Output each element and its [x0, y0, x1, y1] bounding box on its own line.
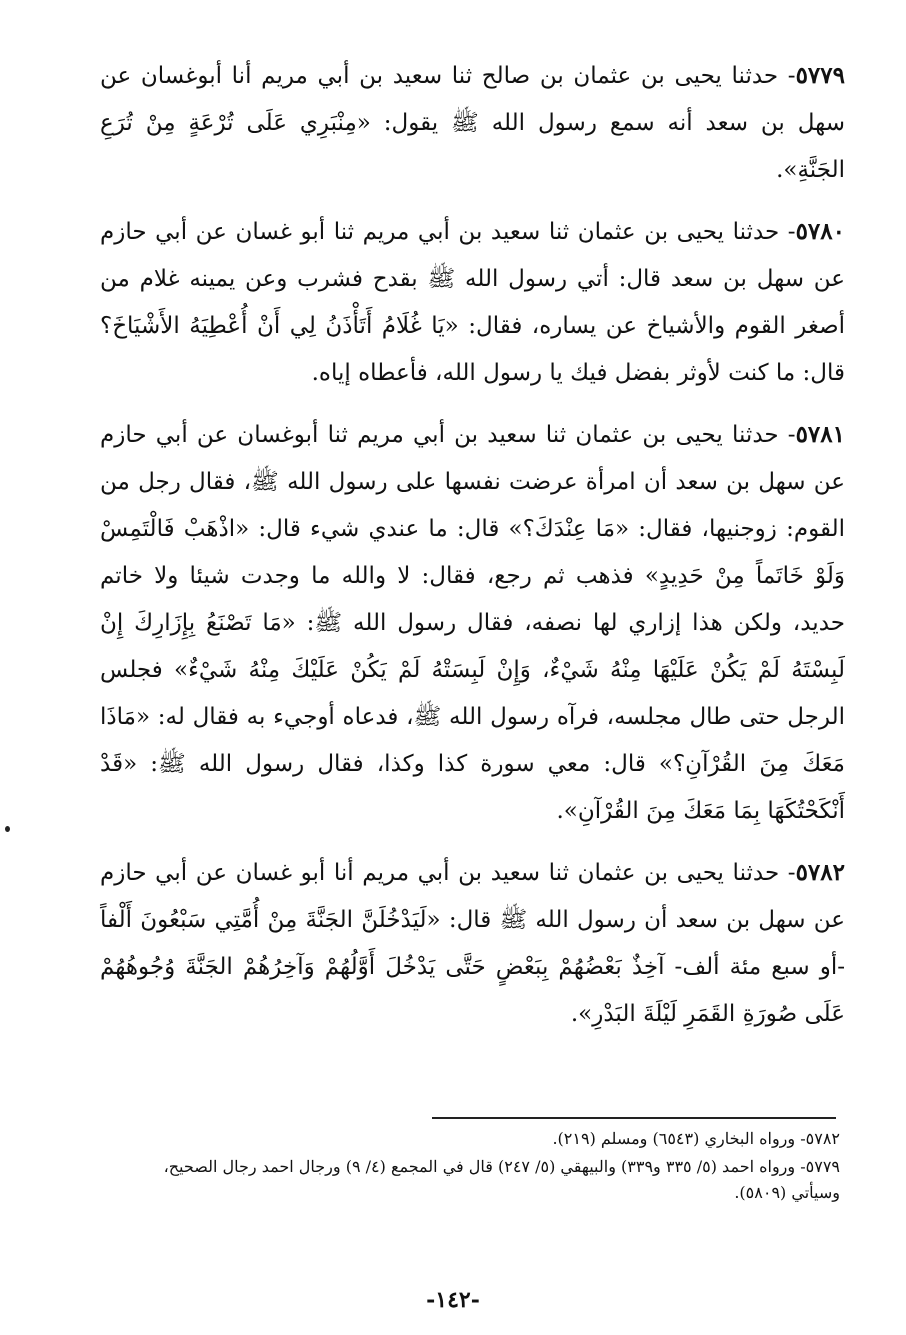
- hadith-entry: [100, 208, 845, 397]
- footnotes: [140, 1126, 840, 1208]
- footnote-divider: [432, 1117, 836, 1119]
- hadith-entry: [100, 411, 845, 835]
- page-number: -١٤٢-: [426, 1287, 480, 1313]
- hadith-number: ٥٧٧٩: [795, 62, 845, 89]
- hadith-text: - حدثنا يحيى بن عثمان ثنا سعيد بن أبي مريم ثنا أبو غسان عن أبي حازم عن سهل بن سعد قال: أتي رسول الله ﷺ بقدح فشرب وعن يمينه غلام من أصغر القوم والأشياخ عن يساره، فقال: «يَا غُلَامُ أَتَأْذَنُ لِي أَنْ أُعْطِيَهُ الأَشْيَاخَ؟ قال: ما كنت لأوثر بفضل فيك يا رسول الله، فأعطاه إياه.: [100, 219, 845, 386]
- hadith-number: ٥٧٨١: [795, 421, 845, 448]
- hadith-entry: [100, 849, 845, 1038]
- hadith-text: - حدثنا يحيى بن عثمان ثنا سعيد بن أبي مريم ثنا أبوغسان عن أبي حازم عن سهل بن سعد أن امرأة عرضت نفسها على رسول الله ﷺ، فقال رجل من القوم: زوجنيها، فقال: «مَا عِنْدَكَ؟» قال: ما عندي شيء قال: «اذْهَبْ فَالْتَمِسْ وَلَوْ خَاتَماً مِنْ حَدِيدٍ» فذهب ثم رجع، فقال: لا والله ما وجدت شيئا ولا خاتم حديد، ولكن هذا إزاري لها نصفه، فقال رسول الله ﷺ: «مَا تَصْنَعُ بِإِزَارِكَ إِنْ لَبِسْتَهُ لَمْ يَكُنْ عَلَيْهَا مِنْهُ شَيْءٌ، وَإِنْ لَبِسَتْهُ لَمْ يَكُنْ عَلَيْكَ مِنْهُ شَيْءٌ» فجلس الرجل حتى طال مجلسه، فرآه رسول الله ﷺ، فدعاه أوجيء به فقال له: «مَاذَا مَعَكَ مِنَ القُرْآنِ؟» قال: معي سورة كذا وكذا، فقال رسول الله ﷺ: «قَدْ أَنْكَحْتُكَهَا بِمَا مَعَكَ مِنَ القُرْآنِ».: [100, 422, 845, 824]
- hadith-number: ٥٧٨٢: [795, 859, 845, 886]
- footnote: ٥٧٨٢- ورواه البخاري (٦٥٤٣) ومسلم (٢١٩).: [552, 1129, 840, 1148]
- hadith-list: [100, 52, 845, 1052]
- hadith-paragraph: [100, 208, 845, 397]
- hadith-paragraph: [100, 52, 845, 194]
- scan-mark: [5, 826, 10, 832]
- hadith-text: - حدثنا يحيى بن عثمان بن صالح ثنا سعيد بن أبي مريم أنا أبوغسان عن سهل بن سعد أنه سمع رسول الله ﷺ يقول: «مِنْبَرِي عَلَى تُرْعَةٍ مِنْ تُرَعِ الجَنَّةِ».: [100, 63, 845, 183]
- hadith-number: ٥٧٨٠: [795, 218, 845, 245]
- hadith-paragraph: [100, 849, 845, 1038]
- hadith-text: - حدثنا يحيى بن عثمان ثنا سعيد بن أبي مريم أنا أبو غسان عن أبي حازم عن سهل بن سعد أن رسول الله ﷺ قال: «لَيَدْخُلَنَّ الجَنَّةَ مِنْ أُمَّتِي سَبْعُونَ أَلْفاً -أو سبع مئة ألف- آخِذٌ بَعْضُهُمْ بِبَعْضٍ حَتَّى يَدْخُلَ أَوَّلُهُمْ وَآخِرُهُمْ الجَنَّةَ وُجُوهُهُمْ عَلَى صُورَةِ القَمَرِ لَيْلَةَ البَدْرِ».: [100, 860, 845, 1027]
- hadith-paragraph: [100, 411, 845, 835]
- footnote: ٥٧٧٩- ورواه احمد (٥/ ٣٣٥ و٣٣٩) والبيهقي (٥/ ٢٤٧) قال في المجمع (٤/ ٩) ورجال احمد رجال الصحيح، وسيأتي (٥٨٠٩).: [163, 1157, 840, 1202]
- hadith-entry: [100, 52, 845, 194]
